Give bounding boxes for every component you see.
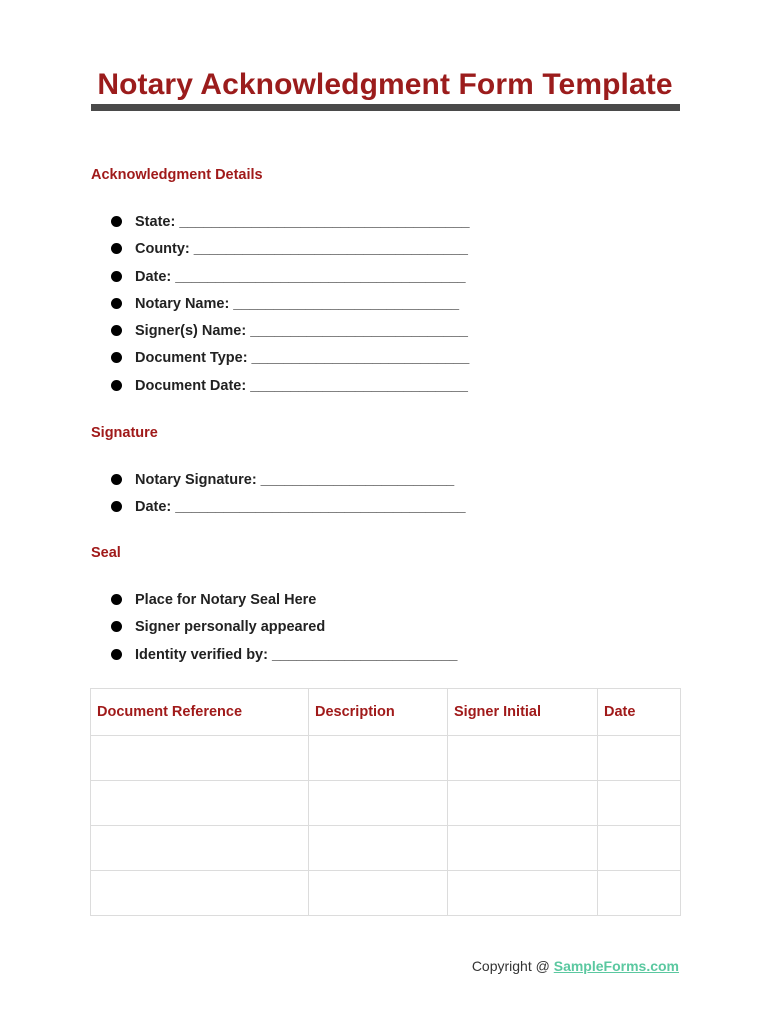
details-item-label: Date: ____________________________________ bbox=[135, 268, 466, 285]
bullet-icon bbox=[111, 594, 122, 605]
table-cell[interactable] bbox=[91, 781, 309, 826]
section-heading-seal: Seal bbox=[91, 545, 121, 561]
document-records-table bbox=[90, 688, 681, 916]
table-cell[interactable] bbox=[309, 781, 448, 826]
column-header-description: Description bbox=[309, 689, 448, 736]
table-cell[interactable] bbox=[448, 826, 598, 871]
table-cell[interactable] bbox=[448, 871, 598, 916]
signature-list bbox=[111, 467, 466, 522]
bullet-icon bbox=[111, 380, 122, 391]
signature-item-date bbox=[111, 494, 466, 521]
bullet-icon bbox=[111, 243, 122, 254]
bullet-icon bbox=[111, 501, 122, 512]
bullet-icon bbox=[111, 271, 122, 282]
details-item-label: State: ____________________________________ bbox=[135, 214, 470, 230]
table-cell[interactable] bbox=[91, 826, 309, 871]
table-row bbox=[91, 781, 681, 826]
details-item-label: Notary Name: ____________________________ bbox=[135, 295, 460, 312]
details-list bbox=[111, 209, 470, 400]
bullet-icon bbox=[111, 649, 122, 660]
section-heading-signature: Signature bbox=[91, 425, 158, 441]
bullet-icon bbox=[111, 474, 122, 485]
details-item-label: Signer(s) Name: ___________________________ bbox=[135, 323, 468, 340]
table-row bbox=[91, 736, 681, 781]
table-cell[interactable] bbox=[309, 736, 448, 781]
page-title: Notary Acknowledgment Form Template bbox=[97, 68, 673, 101]
title-underline bbox=[91, 104, 680, 111]
bullet-icon bbox=[111, 216, 122, 227]
table-row bbox=[91, 826, 681, 871]
bullet-icon bbox=[111, 298, 122, 309]
seal-item-place bbox=[111, 587, 457, 614]
signature-item-label: Notary Signature: ________________________ bbox=[135, 472, 455, 488]
details-item-date bbox=[111, 264, 470, 291]
details-item-county bbox=[111, 236, 470, 263]
seal-item-identity bbox=[111, 642, 457, 669]
table-cell[interactable] bbox=[448, 736, 598, 781]
details-item-signer-name bbox=[111, 318, 470, 345]
details-item-label: County: __________________________________ bbox=[135, 241, 468, 258]
table-cell[interactable] bbox=[448, 781, 598, 826]
copyright-notice bbox=[472, 958, 679, 974]
table-cell[interactable] bbox=[598, 736, 681, 781]
table-cell[interactable] bbox=[309, 826, 448, 871]
details-item-label: Document Date: ___________________________ bbox=[135, 377, 468, 394]
table-cell[interactable] bbox=[309, 871, 448, 916]
bullet-icon bbox=[111, 352, 122, 363]
seal-item-label: Identity verified by: _______________________ bbox=[135, 646, 458, 663]
table-cell[interactable] bbox=[91, 871, 309, 916]
seal-item-appeared bbox=[111, 614, 457, 641]
table-row bbox=[91, 871, 681, 916]
table-cell[interactable] bbox=[598, 871, 681, 916]
table-header-row bbox=[91, 689, 681, 736]
signature-item-notary-signature bbox=[111, 467, 466, 494]
column-header-document-reference: Document Reference bbox=[91, 689, 309, 736]
details-item-notary-name bbox=[111, 291, 470, 318]
column-header-date: Date bbox=[598, 689, 681, 736]
column-header-signer-initial: Signer Initial bbox=[448, 689, 598, 736]
table-cell[interactable] bbox=[91, 736, 309, 781]
table-cell[interactable] bbox=[598, 826, 681, 871]
section-heading-details: Acknowledgment Details bbox=[91, 167, 263, 183]
seal-item-label: Place for Notary Seal Here bbox=[135, 592, 317, 608]
seal-list bbox=[111, 587, 457, 669]
seal-item-label: Signer personally appeared bbox=[135, 619, 326, 636]
details-item-label: Document Type: ___________________________ bbox=[135, 350, 470, 367]
details-item-state bbox=[111, 209, 470, 236]
brand-link[interactable]: SampleForms.com bbox=[553, 958, 679, 974]
signature-item-label: Date: ____________________________________ bbox=[135, 499, 466, 516]
details-item-document-date bbox=[111, 373, 470, 400]
details-item-document-type bbox=[111, 345, 470, 372]
table-cell[interactable] bbox=[598, 781, 681, 826]
bullet-icon bbox=[111, 325, 122, 336]
copyright-label: Copyright @ bbox=[471, 958, 554, 974]
bullet-icon bbox=[111, 621, 122, 632]
